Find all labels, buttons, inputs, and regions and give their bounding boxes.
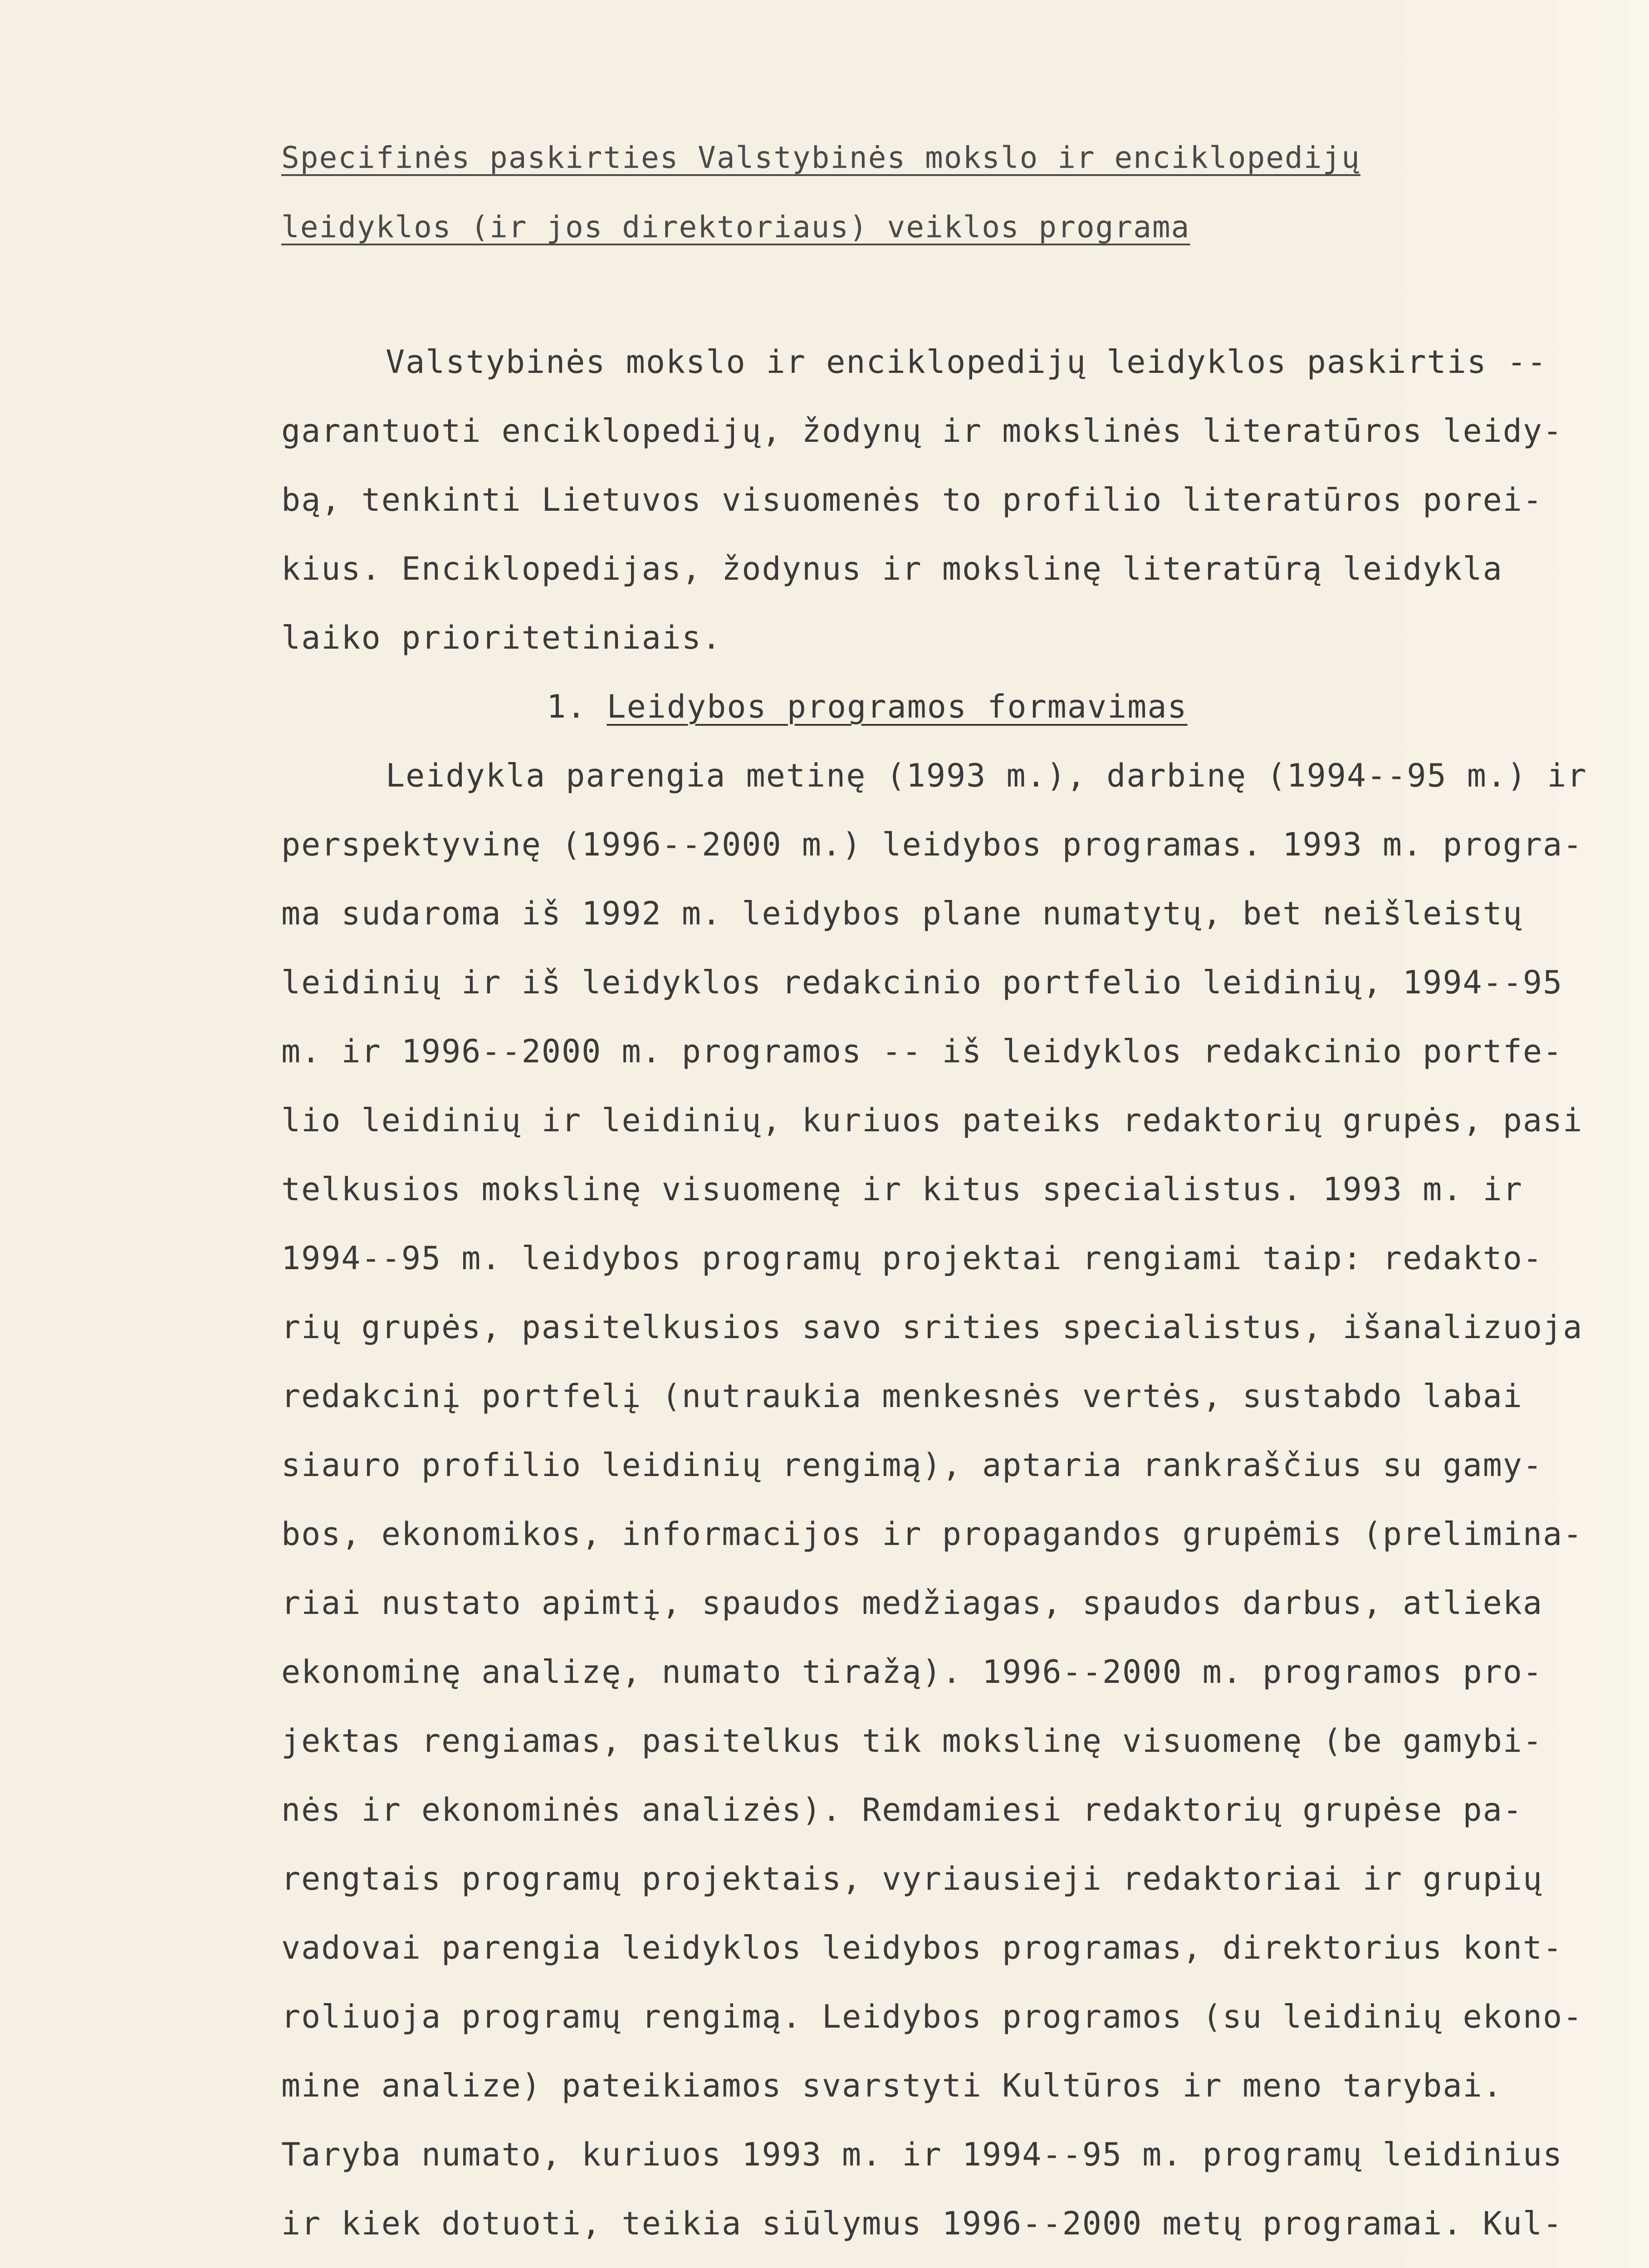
paragraph1-line: laiko prioritetiniais. <box>281 619 722 656</box>
paragraph2-line: m. ir 1996--2000 m. programos -- iš leidyklos redakcinio portfe- <box>281 1033 1563 1070</box>
paper-edge <box>1599 0 1649 2268</box>
paragraph2-line: lio leidinių ir leidinių, kuriuos pateiks redaktorių grupės, pasi <box>281 1102 1583 1139</box>
paragraph2-line: Leidykla parengia metinę (1993 m.), darbinę (1994--95 m.) ir <box>386 757 1587 794</box>
paragraph2-line: ir kiek dotuoti, teikia siūlymus 1996--2000 metų programai. Kul- <box>281 2205 1563 2242</box>
paragraph2-line: 1994--95 m. leidybos programų projektai rengiami taip: redakto- <box>281 1240 1543 1277</box>
paragraph2-line: Taryba numato, kuriuos 1993 m. ir 1994--95 m. programų leidinius <box>281 2136 1563 2173</box>
paragraph2-line: telkusios mokslinę visuomenę ir kitus specialistus. 1993 m. ir <box>281 1171 1523 1208</box>
paragraph2-line: bos, ekonomikos, informacijos ir propagandos grupėmis (prelimina- <box>281 1515 1583 1553</box>
paragraph2-line: jektas rengiamas, pasitelkus tik mokslinę visuomenę (be gamybi- <box>281 1722 1543 1760</box>
paragraph1-line: kius. Enciklopedijas, žodynus ir mokslinę literatūrą leidykla <box>281 550 1503 587</box>
paragraph1-line: Valstybinės mokslo ir enciklopedijų leidyklos paskirtis -- <box>386 343 1547 381</box>
document-title-line-1: Specifinės paskirties Valstybinės mokslo ir enciklopedijų <box>281 140 1360 175</box>
paragraph2-line: riai nustato apimtį, spaudos medžiagas, spaudos darbus, atlieka <box>281 1584 1543 1622</box>
paragraph2-line: ekonominę analizę, numato tiražą). 1996--2000 m. programos pro- <box>281 1653 1543 1691</box>
document-title-line-2: leidyklos (ir jos direktoriaus) veiklos programa <box>281 210 1190 244</box>
paragraph2-line: leidinių ir iš leidyklos redakcinio portfelio leidinių, 1994--95 <box>281 964 1563 1001</box>
section-number: 1. <box>547 688 587 725</box>
section-heading <box>547 688 1188 725</box>
paragraph1-line: bą, tenkinti Lietuvos visuomenės to profilio literatūros porei- <box>281 481 1543 518</box>
paragraph1-line: garantuoti enciklopedijų, žodynų ir mokslinės literatūros leidy- <box>281 412 1563 450</box>
paragraph2-line: rių grupės, pasitelkusios savo srities specialistus, išanalizuoja <box>281 1309 1583 1346</box>
paragraph2-line: roliuoja programų rengimą. Leidybos programos (su leidinių ekono- <box>281 1998 1583 2035</box>
paragraph2-line: perspektyvinę (1996--2000 m.) leidybos programas. 1993 m. progra- <box>281 826 1583 863</box>
paragraph2-line: siauro profilio leidinių rengimą), aptaria rankraščius su gamy- <box>281 1447 1543 1484</box>
paragraph2-line: rengtais programų projektais, vyriausieji redaktoriai ir grupių <box>281 1860 1543 1897</box>
paragraph2-line: vadovai parengia leidyklos leidybos programas, direktorius kont- <box>281 1929 1563 1966</box>
paragraph2-line: nės ir ekonominės analizės). Remdamiesi redaktorių grupėse pa- <box>281 1791 1523 1828</box>
paragraph2-line: ma sudaroma iš 1992 m. leidybos plane numatytų, bet neišleistų <box>281 895 1523 932</box>
section-heading-text: Leidybos programos formavimas <box>607 688 1188 725</box>
paragraph2-line: mine analize) pateikiamos svarstyti Kultūros ir meno tarybai. <box>281 2067 1503 2104</box>
paragraph2-line: redakcinį portfelį (nutraukia menkesnės vertės, sustabdo labai <box>281 1378 1523 1415</box>
